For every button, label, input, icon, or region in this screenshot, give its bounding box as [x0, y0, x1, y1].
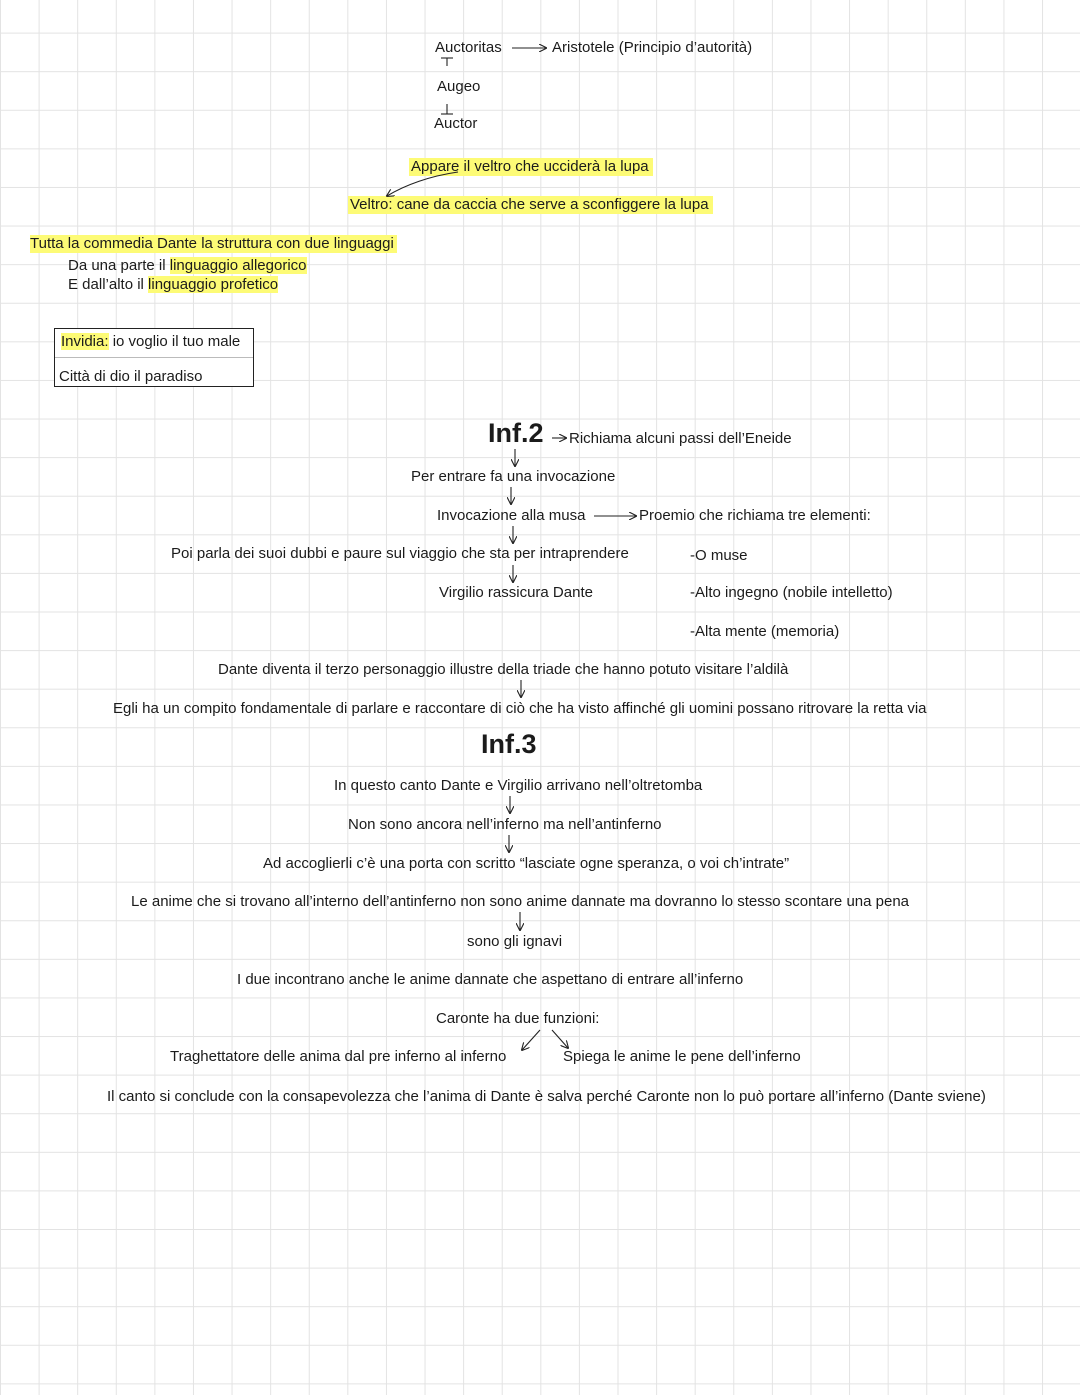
caronte-right-arrow — [552, 1030, 568, 1048]
invidia-text: io voglio il tuo male — [108, 333, 241, 350]
inf2-invocazione: Per entrare fa una invocazione — [411, 468, 616, 485]
auctoritas-text: Auctoritas — [435, 39, 502, 56]
inf2-dubbi: Poi parla dei suoi dubbi e paure sul viaggio che sta per intraprendere — [171, 545, 629, 562]
invidia-line — [61, 333, 240, 351]
invidia-label: Invidia: — [61, 333, 109, 350]
linguaggio-profetico-line — [68, 276, 278, 294]
inf3-conclude: Il canto si conclude con la consapevolezza che l’anima di Dante è salva perché Caronte non lo può portare all’inferno (Dante sviene) — [107, 1088, 986, 1105]
inf2-virgilio: Virgilio rassicura Dante — [439, 584, 593, 601]
linguaggi-intro: Tutta la commedia Dante la struttura con due linguaggi — [30, 235, 397, 253]
inf2-title: Inf.2 — [488, 418, 544, 448]
inf2-musa: Invocazione alla musa — [437, 507, 586, 524]
inf3-porta: Ad accoglierli c’è una porta con scritto “lasciate ogne speranza, o voi ch’intrate” — [263, 855, 790, 872]
inf3-ignavi: sono gli ignavi — [467, 933, 563, 950]
linguaggio-profetico-highlight: linguaggio profetico — [148, 276, 279, 293]
linguaggio-allegorico-line — [68, 257, 307, 275]
inf3-title: Inf.3 — [481, 729, 537, 759]
inf3-caronte: Caronte ha due funzioni: — [436, 1010, 600, 1027]
inf2-proemio: Proemio che richiama tre elementi: — [639, 507, 871, 524]
inf3-arrivano: In questo canto Dante e Virgilio arrivano nell’oltretomba — [334, 777, 703, 794]
inf2-terzo: Dante diventa il terzo personaggio illustre della triade che hanno potuto visitare l’aldilà — [218, 661, 789, 678]
veltro-uccidera-text: Appare il veltro che ucciderà la lupa — [409, 158, 653, 176]
inf2-elemento-1: -O muse — [690, 547, 748, 564]
inf2-elemento-2: -Alto ingegno (nobile intelletto) — [690, 584, 893, 601]
auctor-text: Auctor — [434, 115, 478, 132]
citta-di-dio-text: Città di dio il paradiso — [59, 368, 203, 385]
inf3-incontrano: I due incontrano anche le anime dannate che aspettano di entrare all’inferno — [237, 971, 744, 988]
inf3-antinferno: Non sono ancora nell’inferno ma nell’antinferno — [348, 816, 662, 833]
inf2-compito: Egli ha un compito fondamentale di parlare e raccontare di ciò che ha visto affinché gli uomini possano ritrovare la retta via — [113, 700, 927, 717]
caronte-left-arrow — [522, 1030, 540, 1050]
linguaggio-allegorico-prefix: Da una parte il — [68, 257, 170, 274]
box-divider — [55, 357, 253, 358]
linguaggio-profetico-prefix: E dall’alto il — [68, 276, 149, 293]
veltro-definition-text: Veltro: cane da caccia che serve a sconfiggere la lupa — [348, 196, 713, 214]
inf2-richiama: Richiama alcuni passi dell’Eneide — [569, 430, 792, 447]
inf3-traghettatore: Traghettatore delle anima dal pre inferno al inferno — [170, 1048, 507, 1065]
augeo-text: Augeo — [437, 78, 481, 95]
invidia-box — [54, 328, 254, 387]
inf3-anime: Le anime che si trovano all’interno dell’antinferno non sono anime dannate ma dovranno lo stesso scontare una pena — [131, 893, 910, 910]
linguaggio-allegorico-highlight: linguaggio allegorico — [169, 257, 307, 274]
inf3-spiega: Spiega le anime le pene dell’inferno — [563, 1048, 801, 1065]
inf2-elemento-3: -Alta mente (memoria) — [690, 623, 840, 640]
aristotele-text: Aristotele (Principio d’autorità) — [552, 39, 753, 56]
